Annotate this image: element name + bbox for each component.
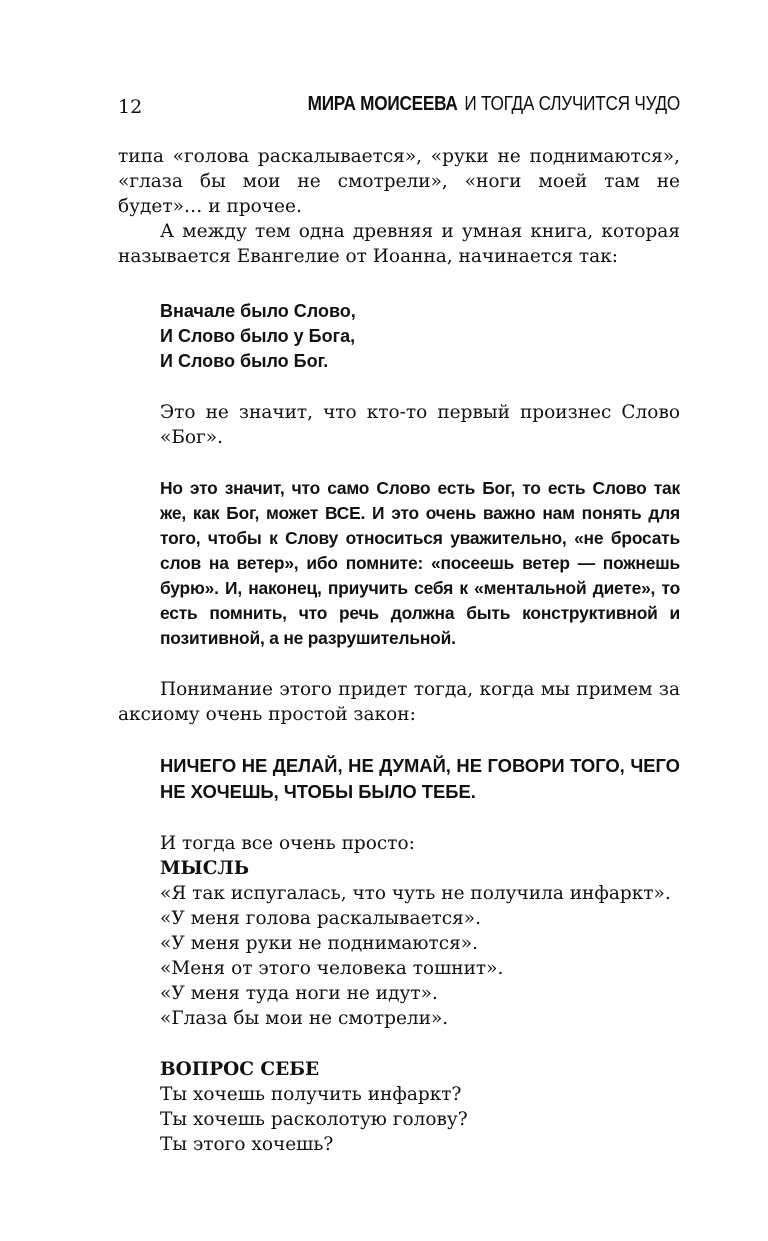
paragraph-3: Это не значит, что кто-то первый произнес Слово «Бог». — [160, 402, 680, 448]
paragraph-5: Понимание этого придет тогда, когда мы примем за аксиому очень простой закон: — [118, 679, 680, 725]
page-number: 12 — [118, 96, 143, 118]
thought-line: «Глаза бы мои не смотрели». — [160, 1008, 449, 1029]
thought-line: «Меня от этого человека тошнит». — [160, 958, 504, 979]
running-head — [308, 93, 680, 116]
paragraph-1: типа «голова раскалывается», «руки не поднимаются», «глаза бы мои не смотрели», «ноги моей там не будет»… и прочее. — [118, 146, 680, 217]
gospel-quote — [118, 299, 680, 374]
thought-heading: МЫСЛЬ — [160, 858, 250, 879]
page-body — [118, 144, 680, 1157]
thought-line: «У меня руки не поднимаются». — [160, 933, 478, 954]
running-head-author: МИРА МОИСЕЕВА — [307, 93, 458, 115]
law-statement: НИЧЕГО НЕ ДЕЛАЙ, НЕ ДУМАЙ, НЕ ГОВОРИ ТОГО, ЧЕГО НЕ ХОЧЕШЬ, ЧТОБЫ БЫЛО ТЕБЕ. — [160, 755, 680, 802]
thought-line: «Я так испугалась, что чуть не получила инфаркт». — [160, 883, 671, 904]
question-line: Ты этого хочешь? — [160, 1134, 334, 1155]
quote-line: И Слово было у Бога, — [160, 326, 356, 346]
emphasis-paragraph: Но это значит, что само Слово есть Бог, то есть Слово так же, как Бог, может ВСЕ. И это очень важно нам понять для того, чтобы к Слову относиться уважительно, «не бросать слов на ветер», ибо помните: «посеешь ветер — пожнешь бурю». И, наконец, приучить себя к «ментальной диете», то есть помнить, что речь должна быть конструктивной и позитивной, а не разрушительной. — [160, 478, 680, 648]
quote-line: И Слово было Бог. — [160, 351, 329, 371]
paragraph-2: А между тем одна древняя и умная книга, которая называется Евангелие от Иоанна, начинается так: — [118, 221, 680, 267]
running-head-book-title: И ТОГДА СЛУЧИТСЯ ЧУДО — [464, 93, 680, 115]
intro-line: И тогда все очень просто: — [160, 833, 415, 854]
question-line: Ты хочешь получить инфаркт? — [160, 1084, 462, 1105]
question-section — [118, 1057, 680, 1157]
thought-line: «У меня туда ноги не идут». — [160, 983, 438, 1004]
thought-section — [118, 831, 680, 1031]
quote-line: Вначале было Слово, — [160, 301, 356, 321]
question-heading: ВОПРОС СЕБЕ — [160, 1059, 320, 1080]
question-line: Ты хочешь расколотую голову? — [160, 1109, 468, 1130]
thought-line: «У меня голова раскалывается». — [160, 908, 481, 929]
